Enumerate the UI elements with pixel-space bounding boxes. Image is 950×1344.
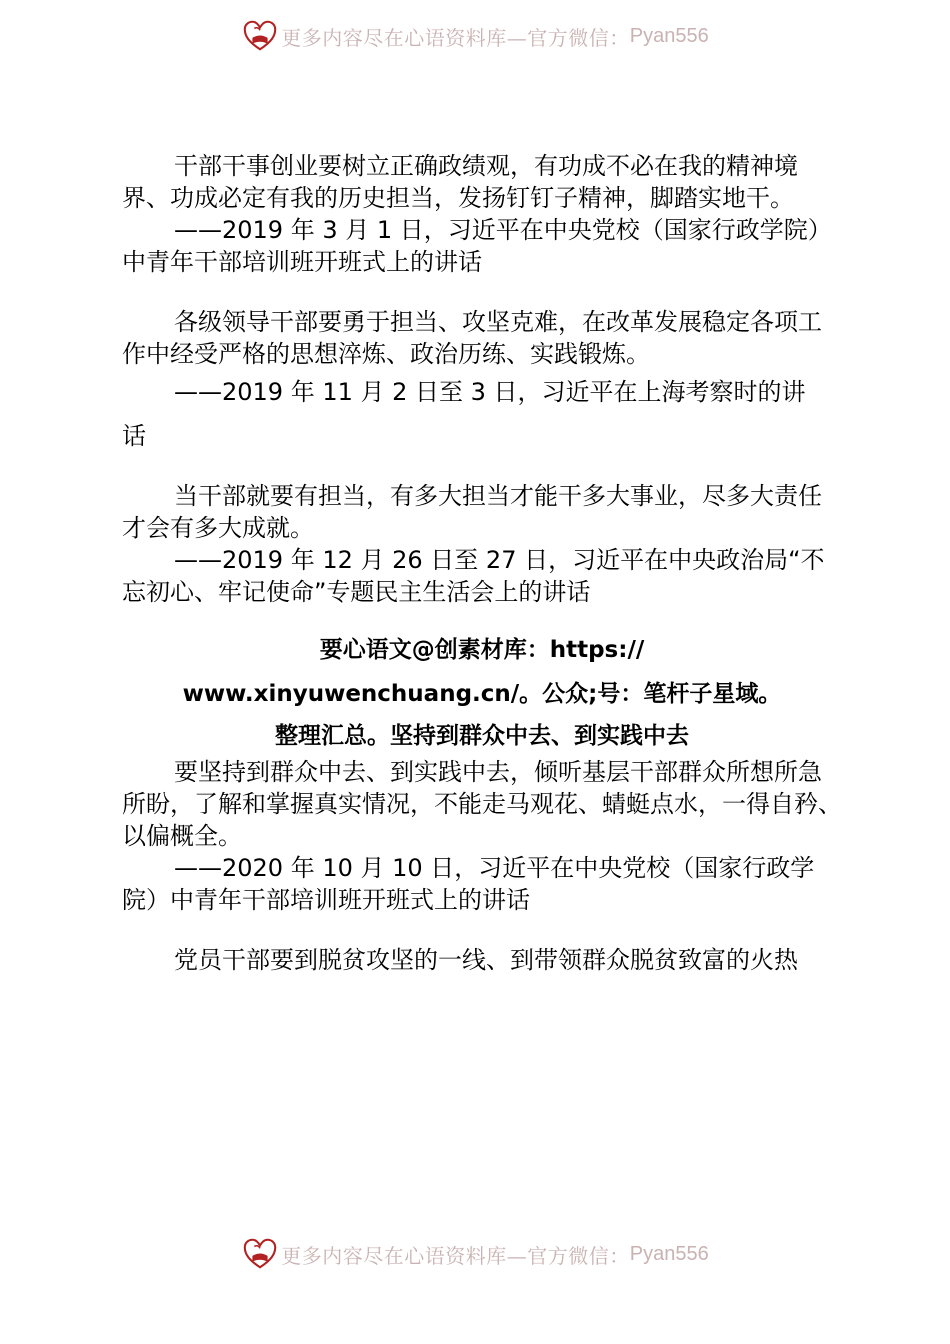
spacer [122, 916, 842, 944]
promo-line-1: 要心语文@创素材库：https:// [319, 637, 645, 663]
document-body [122, 150, 842, 976]
quote-4-source: ——2020 年 10 月 10 日，习近平在中央党校（国家行政学院）中青年干部培训班开班式上的讲话 [122, 854, 815, 914]
page-header-banner [0, 14, 950, 58]
quote-2-source: ——2019 年 11 月 2 日至 3 日，习近平在上海考察时的讲 [174, 378, 806, 406]
header-banner-text: 更多内容尽在心语资料库—官方微信： [281, 25, 630, 50]
quote-1-source: ——2019 年 3 月 1 日，习近平在中央党校（国家行政学院） 中青年干部培训班开班式上的讲话 [122, 216, 832, 276]
heart-book-logo-icon [241, 1235, 279, 1273]
spacer [122, 608, 842, 628]
quote-1-text: 干部干事创业要树立正确政绩观，有功成不必在我的精神境界、功成必定有我的历史担当，发扬钉钉子精神，脚踏实地干。 [122, 152, 798, 212]
page-footer-banner [0, 1232, 950, 1276]
quote-2-source-cont: 话 [122, 422, 146, 450]
quote-5-text: 党员干部要到脱贫攻坚的一线、到带领群众脱贫致富的火热 [174, 946, 798, 974]
quote-4-text: 要坚持到群众中去、到实践中去，倾听基层干部群众所想所急所盼，了解和掌握真实情况，不能走马观花、蜻蜓点水，一得自矜、以偏概全。 [122, 758, 842, 850]
quote-3-text: 当干部就要有担当，有多大担当才能干多大事业，尽多大责任才会有多大成就。 [122, 482, 822, 542]
footer-wechat-id: Pyan556 [629, 1242, 709, 1265]
section-heading: 整理汇总。坚持到群众中去、到实践中去 [275, 723, 689, 749]
footer-banner-text: 更多内容尽在心语资料库—官方微信： [281, 1243, 630, 1268]
spacer [122, 452, 842, 480]
promo-line-2: www.xinyuwenchuang.cn/。公众;号：笔杆子星域。 [182, 681, 782, 707]
heart-book-logo-icon [241, 17, 279, 55]
header-wechat-id: Pyan556 [629, 24, 709, 47]
quote-3-source: ——2019 年 12 月 26 日至 27 日，习近平在中央政治局“不忘初心、牢记使命”专题民主生活会上的讲话 [122, 546, 825, 606]
spacer [122, 278, 842, 306]
quote-2-text: 各级领导干部要勇于担当、攻坚克难，在改革发展稳定各项工作中经受严格的思想淬炼、政治历练、实践锻炼。 [122, 308, 822, 368]
